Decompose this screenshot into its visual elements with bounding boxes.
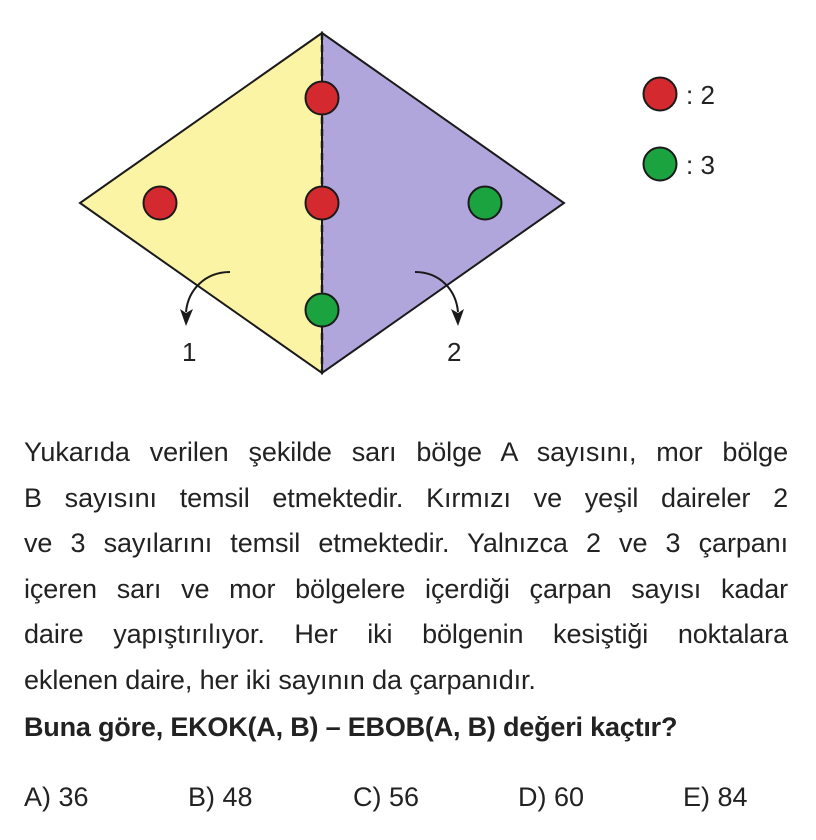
question-line: daire yapıştırılıyor. Her iki bölgenin kesiştiği noktalara <box>24 619 788 649</box>
answer-options <box>24 782 764 822</box>
option-c[interactable]: C) 56 <box>353 782 420 812</box>
green-circle <box>306 294 339 327</box>
option-a[interactable]: A) 36 <box>24 782 89 812</box>
question-text <box>24 430 788 703</box>
question-prompt: Buna göre, EKOK(A, B) – EBOB(A, B) değeri kaçtır? <box>24 712 678 742</box>
question-line: Yukarıda verilen şekilde sarı bölge A sayısını, mor bölge <box>24 437 788 467</box>
option-d[interactable]: D) 60 <box>518 782 585 812</box>
red-circle <box>306 187 339 220</box>
question-line: B sayısını temsil etmektedir. Kırmızı ve yeşil daireler 2 <box>24 482 788 513</box>
green-circle <box>469 187 502 220</box>
legend-green-circle-icon <box>644 148 677 181</box>
purple-region-b <box>322 33 564 373</box>
red-circle <box>306 82 339 115</box>
question-line: eklenen daire, her iki sayının da çarpanıdır. <box>24 664 536 695</box>
option-b[interactable]: B) 48 <box>188 782 253 812</box>
red-circle <box>144 187 177 220</box>
legend-label-green: : 3 <box>686 150 715 180</box>
yellow-region-a <box>80 33 322 373</box>
legend-red-circle-icon <box>644 78 677 111</box>
option-e[interactable]: E) 84 <box>683 782 748 812</box>
arrow-label-1: 1 <box>182 337 197 367</box>
question-line: ve 3 sayılarını temsil etmektedir. Yalnızca 2 ve 3 çarpanı <box>24 528 788 558</box>
legend-label-red: : 2 <box>686 80 715 110</box>
arrow-label-2: 2 <box>447 337 462 367</box>
question-line: içeren sarı ve mor bölgelere içerdiği çarpan sayısı kadar <box>24 573 788 604</box>
